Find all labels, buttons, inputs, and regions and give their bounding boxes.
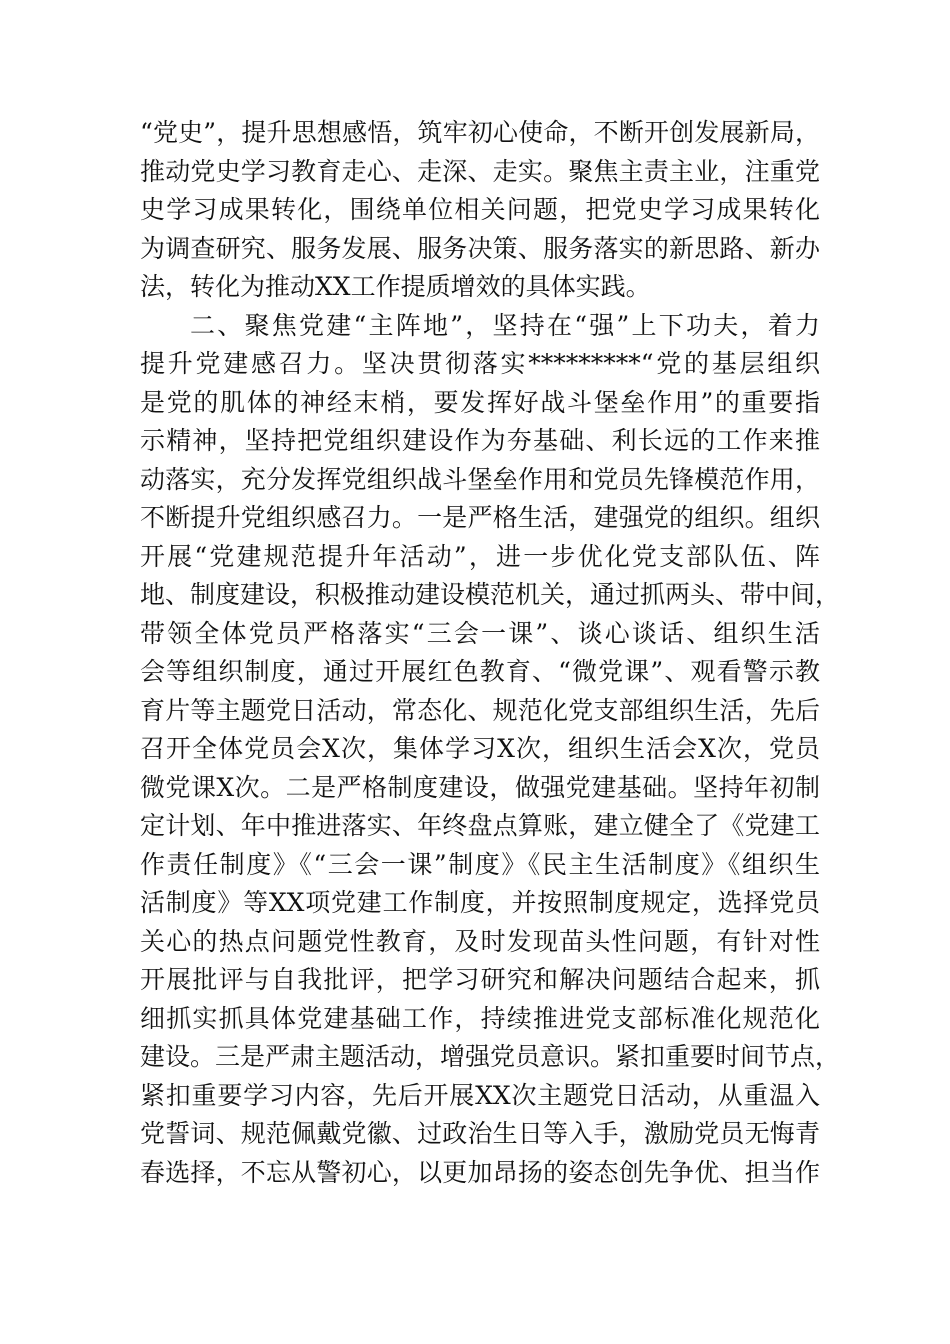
text-line: 关心的热点问题党性教育，及时发现苗头性问题，有针对性: [140, 926, 820, 956]
text-line: 带领全体党员严格落实“三会一课”、谈心谈话、组织生活: [140, 618, 820, 648]
text-line: 为调查研究、服务发展、服务决策、服务落实的新思路、新办: [140, 233, 820, 263]
text-line: 示精神，坚持把党组织建设作为夯基础、利长远的工作来推: [140, 426, 820, 455]
text-line: 会等组织制度，通过开展红色教育、“微党课”、观看警示教: [140, 657, 820, 686]
text-line: 建设。三是严肃主题活动，增强党员意识。紧扣重要时间节点，: [140, 1042, 841, 1071]
text-line: 地、制度建设，积极推动建设模范机关，通过抓两头、带中间，: [140, 580, 841, 609]
text-line: 作责任制度》《“三会一课”制度》《民主生活制度》《组织生: [140, 849, 820, 879]
body-text: [140, 114, 841, 1192]
text-line: 开展“党建规范提升年活动”，进一步优化党支部队伍、阵: [140, 541, 820, 571]
text-line: 微党课X次。二是严格制度建设，做强党建基础。坚持年初制: [140, 772, 820, 802]
text-line: 党誓词、规范佩戴党徽、过政治生日等入手，激励党员无悔青: [140, 1119, 820, 1148]
text-line: 开展批评与自我批评，把学习研究和解决问题结合起来，抓: [140, 965, 820, 994]
text-line: 紧扣重要学习内容，先后开展XX次主题党日活动，从重温入: [140, 1080, 820, 1110]
text-line: 史学习成果转化，围绕单位相关问题，把党史学习成果转化: [140, 195, 820, 224]
text-line: 育片等主题党日活动，常态化、规范化党支部组织生活，先后: [140, 695, 820, 725]
text-line: 活制度》等XX项党建工作制度，并按照制度规定，选择党员: [140, 888, 820, 917]
text-line: 推动党史学习教育走心、走深、走实。聚焦主责主业，注重党: [140, 156, 820, 186]
text-line: 春选择，不忘从警初心，以更加昂扬的姿态创先争优、担当作: [140, 1157, 820, 1187]
text-line: 召开全体党员会X次，集体学习X次，组织生活会X次，党员: [140, 734, 820, 763]
text-line: 是党的肌体的神经末梢，要发挥好战斗堡垒作用”的重要指: [140, 387, 820, 417]
text-line: 二、聚焦党建“主阵地”，坚持在“强”上下功夫，着力: [190, 310, 820, 340]
text-line: “党史”，提升思想感悟，筑牢初心使命，不断开创发展新局，: [140, 118, 820, 147]
text-line: 法，转化为推动XX工作提质增效的具体实践。: [140, 272, 651, 301]
text-line: 提升党建感召力。坚决贯彻落实*********“党的基层组织: [140, 349, 820, 378]
text-line: 细抓实抓具体党建基础工作，持续推进党支部标准化规范化: [140, 1003, 820, 1033]
text-line: 定计划、年中推进落实、年终盘点算账，建立健全了《党建工: [140, 811, 820, 840]
text-line: 不断提升党组织感召力。一是严格生活，建强党的组织。组织: [140, 503, 820, 532]
text-line: 动落实，充分发挥党组织战斗堡垒作用和党员先锋模范作用，: [140, 464, 820, 494]
